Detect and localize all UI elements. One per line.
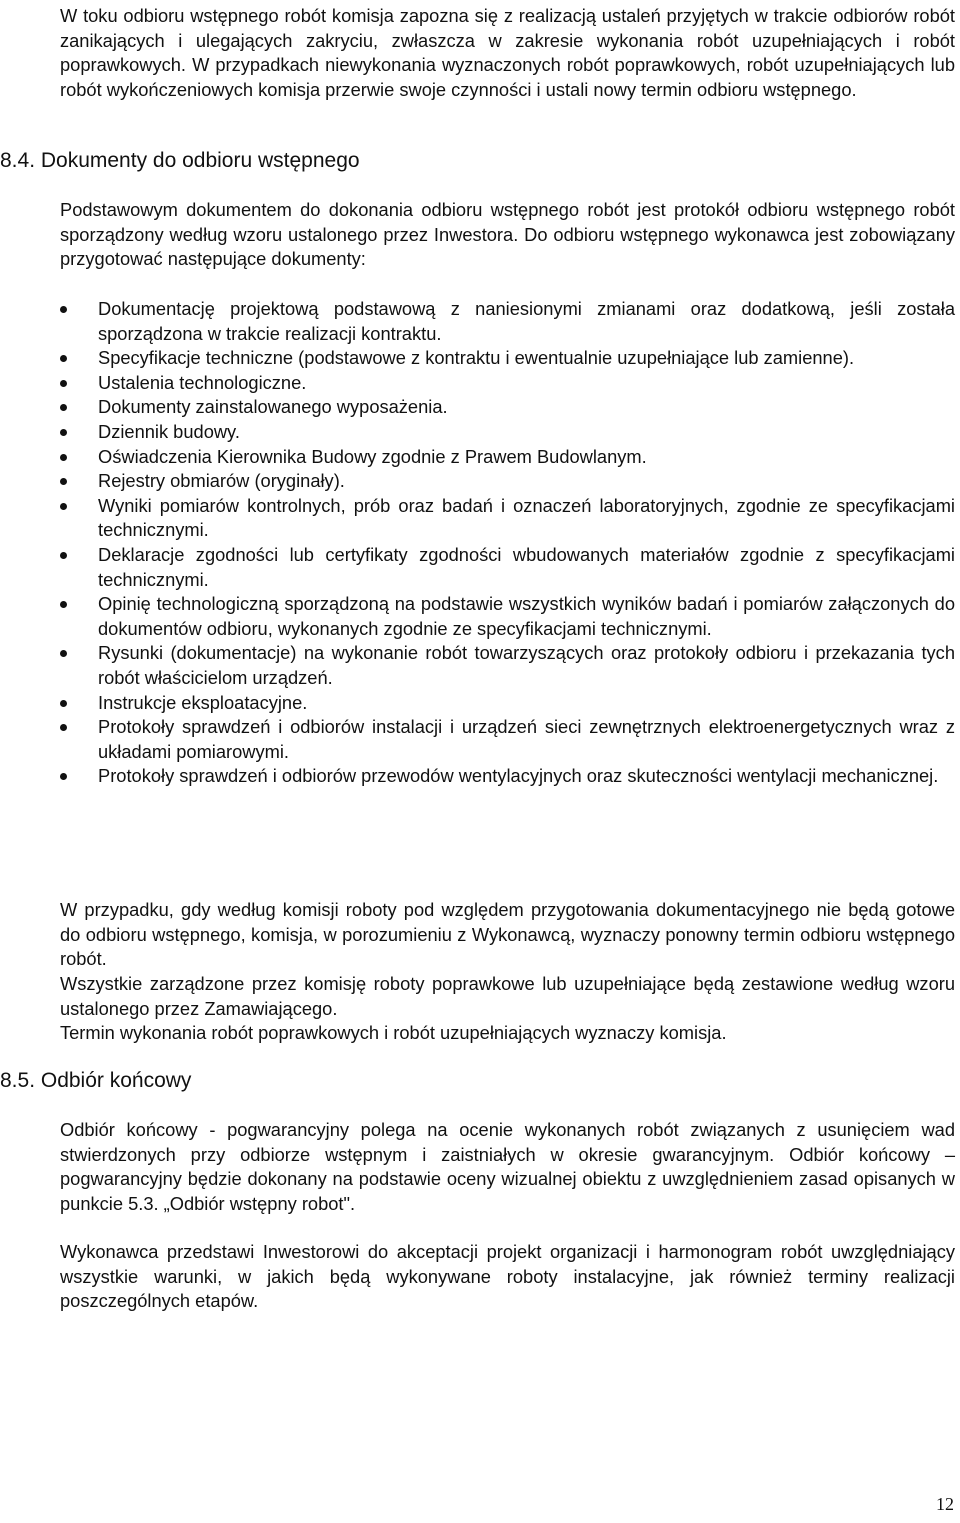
section-8-5-paragraph-2: Wykonawca przedstawi Inwestorowi do akceptacji projekt organizacji i harmonogram robót uwzględniający wszystkie warunki, w jakich będą wykonywane roboty instalacyjne, jak również terminy realizacji poszczególnych etapów. — [60, 1241, 955, 1312]
section-8-4-heading: 8.4. Dokumenty do odbioru wstępnego — [0, 149, 360, 172]
list-item: Specyfikacje techniczne (podstawowe z kontraktu i ewentualnie uzupełniające lub zamienne). — [60, 346, 955, 371]
list-item: Wyniki pomiarów kontrolnych, prób oraz badań i oznaczeń laboratoryjnych, zgodnie ze specyfikacjami technicznymi. — [60, 494, 955, 543]
list-item: Oświadczenia Kierownika Budowy zgodnie z Prawem Budowlanym. — [60, 445, 955, 470]
section-8-4-after-paragraph-2: Wszystkie zarządzone przez komisję roboty poprawkowe lub uzupełniające będą zestawione według wzoru ustalonego przez Zamawiającego. — [60, 973, 955, 1019]
list-item: Ustalenia technologiczne. — [60, 371, 955, 396]
page-number: 12 — [936, 1494, 954, 1514]
list-item: Rysunki (dokumentacje) na wykonanie robót towarzyszących oraz protokoły odbioru i przekazania tych robót właścicielom urządzeń. — [60, 641, 955, 690]
list-item: Protokoły sprawdzeń i odbiorów instalacji i urządzeń sieci zewnętrznych elektroenergetycznych wraz z układami pomiarowymi. — [60, 715, 955, 764]
list-item: Rejestry obmiarów (oryginały). — [60, 469, 955, 494]
section-8-4-intro: Podstawowym dokumentem do dokonania odbioru wstępnego robót jest protokół odbioru wstępnego robót sporządzony według wzoru ustalonego przez Inwestora. Do odbioru wstępnego wykonawca jest zobowiązany przygotować następujące dokumenty: — [60, 199, 955, 270]
list-item: Dokumentację projektową podstawową z naniesionymi zmianami oraz dodatkową, jeśli została sporządzona w trakcie realizacji kontraktu. — [60, 297, 955, 346]
list-item: Protokoły sprawdzeń i odbiorów przewodów wentylacyjnych oraz skuteczności wentylacji mechanicznej. — [60, 764, 955, 789]
intro-paragraph: W toku odbioru wstępnego robót komisja zapozna się z realizacją ustaleń przyjętych w trakcie odbiorów robót zanikających i ulegających zakryciu, zwłaszcza w zakresie wykonania robót uzupełniających i robót poprawkowych. W przypadkach niewykonania wyznaczonych robót poprawkowych, robót uzupełniających lub robót wykończeniowych komisja przerwie swoje czynności i ustali nowy termin odbioru wstępnego. — [60, 5, 955, 100]
list-item: Instrukcje eksploatacyjne. — [60, 691, 955, 716]
required-documents-list — [60, 297, 955, 789]
list-item: Opinię technologiczną sporządzoną na podstawie wszystkich wyników badań i pomiarów załączonych do dokumentów odbioru, wykonanych zgodnie ze specyfikacjami technicznymi. — [60, 592, 955, 641]
section-8-4-after-paragraph-3: Termin wykonania robót poprawkowych i robót uzupełniających wyznaczy komisja. — [60, 1022, 727, 1043]
list-item: Dokumenty zainstalowanego wyposażenia. — [60, 395, 955, 420]
section-8-5-heading: 8.5. Odbiór końcowy — [0, 1069, 192, 1092]
section-8-5-paragraph-1: Odbiór końcowy - pogwarancyjny polega na ocenie wykonanych robót związanych z usunięciem wad stwierdzonych przy odbiorze wstępnym i zaistniałych w okresie gwarancyjnym. Odbiór końcowy – pogwarancyjny będzie dokonany na podstawie oceny wizualnej obiektu z uwzględnieniem zasad opisanych w punkcie 5.3. „Odbiór wstępny robot". — [60, 1119, 955, 1214]
list-item: Dziennik budowy. — [60, 420, 955, 445]
section-8-4-after-paragraph-1: W przypadku, gdy według komisji roboty pod względem przygotowania dokumentacyjnego nie będą gotowe do odbioru wstępnego, komisja, w porozumieniu z Wykonawcą, wyznaczy ponowny termin odbioru wstępnego robót. — [60, 899, 955, 970]
list-item: Deklaracje zgodności lub certyfikaty zgodności wbudowanych materiałów zgodnie z specyfikacjami technicznymi. — [60, 543, 955, 592]
